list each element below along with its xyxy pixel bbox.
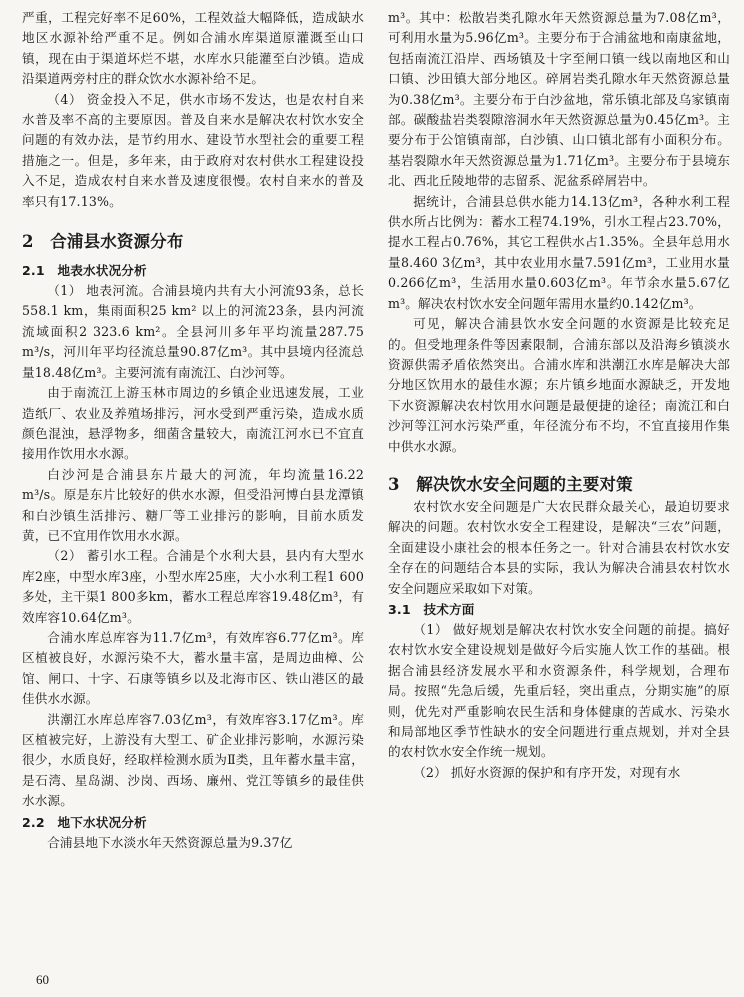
subsection-2-2-heading: 2.2 地下水状况分析 <box>22 814 147 830</box>
section-2-heading: 2 合浦县水资源分布 <box>22 232 184 252</box>
paragraph-conclusion: 可见，解决合浦县饮水安全问题的水资源是比较充足的。但受地理条件等因素限制，合浦东部以及沿海乡镇淡水资源供需矛盾依然突出。合浦水库和洪潮江水库是解决大部分地区饮用水的最佳水源；东片镇乡地面水源缺乏，开发地下水资源解决农村饮用水问题是最便捷的途径；南流江和白沙河等江河水污染严重，年径流分布不均，不宜直接用作集中供水水源。 <box>388 316 730 454</box>
paragraph-hongchao-reservoir: 洪潮江水库总库容7.03亿m³，有效库容3.17亿m³。库区植被完好，上游没有大型工、矿企业排污影响，水源污染很少，水质良好，经取样检测水质为Ⅱ类，且年蓄水量丰富，是石湾、星岛湖、沙岗、西场、廉州、党江等镇乡的最佳供水水源。 <box>22 711 364 809</box>
paragraph-intro: 严重，工程完好率不足60%，工程效益大幅降低，造成缺水地区水源补给严重不足。例如合浦水库渠道原灌溉至山口镇，现在由于渠道坏烂不堪，水库水只能灌至白沙镇。造成沿渠道两旁村庄的群众饮水水源补给不足。 <box>22 10 364 87</box>
paragraph-countermeasures-intro: 农村饮水安全问题是广大农民群众最关心，最迫切要求解决的问题。农村饮水安全工程建设，是解决“三农”问题，全面建设小康社会的根本任务之一。针对合浦县农村饮水安全存在的问题结合本县的实际，我认为解决合浦县农村饮水安全问题应采取如下对策。 <box>388 498 730 596</box>
subsection-3-1-heading: 3.1 技术方面 <box>388 601 475 617</box>
page-number: 60 <box>36 972 49 987</box>
subsection-2-1-heading: 2.1 地表水状况分析 <box>22 263 147 279</box>
right-column <box>388 8 730 783</box>
paragraph-storage-projects: （2） 蓄引水工程。合浦是个水利大县，县内有大型水库2座，中型水库3座，小型水库25座，大小水利工程1 600多处，主干渠1 800多km，蓄水工程总库容19.48亿m³，有效库容10.64亿m³。 <box>22 548 364 625</box>
paragraph-nanliu-river: 由于南流江上游玉林市周边的乡镇企业迅速发展，工业造纸厂、农业及养殖场排污，河水受到严重污染，造成水质颜色混浊，悬浮物多，细菌含量较大，南流江河水已不宜直接用作饮用水水源。 <box>22 385 364 462</box>
spacer <box>22 212 364 230</box>
paragraph-protection: （2） 抓好水资源的保护和有序开发，对现有水 <box>413 764 681 780</box>
left-column <box>22 8 364 853</box>
section-3-heading: 3 解决饮水安全问题的主要对策 <box>388 474 633 494</box>
paragraph-planning: （1） 做好规划是解决农村饮水安全问题的前提。搞好农村饮水安全建设规划是做好今后实施人饮工作的基础。根据合浦县经济发展水平和水资源条件，科学规划，合理布局。按照“先急后缓，先重后轻，突出重点，分期实施”的原则，优先对严重影响农民生活和身体健康的苦咸水、污染水和局部地区季节性缺水的安全问题进行重点规划，并对全县的农村饮水安全作统一规划。 <box>388 621 730 760</box>
paragraph-groundwater-cont: m³。其中：松散岩类孔隙水年天然资源总量为7.08亿m³，可利用水量为5.96亿m³。主要分布于合浦盆地和南康盆地，包括南流江沿岸、西场镇及十字至闸口镇一线以南地区和山口镇、沙田镇大部分地区。碎屑岩类孔隙水年天然资源总量为0.38亿m³。主要分布于白沙盆地，常乐镇北部及乌家镇南部。碳酸盐岩类裂隙溶洞水年天然资源总量为0.45亿m³。主要分布于公馆镇南部，白沙镇、山口镇北部有小面积分布。基岩裂隙水年天然资源总量为1.71亿m³。主要分布于县境东北、西北丘陵地带的志留系、泥盆系碎屑岩中。 <box>388 10 730 189</box>
spacer <box>388 457 730 473</box>
paragraph-surface-rivers: （1） 地表河流。合浦县境内共有大小河流93条，总长558.1 km，集雨面积25 km² 以上的河流23条，县内河流流域面积2 323.6 km²。全县河川多年平均流量287.75 m³/s，河川年平均径流总量90.87亿m³。其中县境内径流总量18.48亿m³。主要河流有南流江、白沙河等。 <box>22 283 364 380</box>
paragraph-hepu-reservoir: 合浦水库总库容为11.7亿m³，有效库容6.77亿m³。库区植被良好，水源污染不大，蓄水量丰富，是周边曲樟、公馆、闸口、十字、石康等镇乡以及北海市区、铁山港区的最佳供水水源。 <box>22 629 364 707</box>
paragraph-funding: （4） 资金投入不足，供水市场不发达，也是农村自来水普及率不高的主要原因。普及自来水是解决农村饮水安全问题的有效办法，是节约用水、建设节水型社会的重要工程措施之一。但是，多年来，由于政府对农村供水工程建设投入不足，造成农村自来水普及速度很慢。农村自来水的普及率只有17.13%。 <box>22 91 364 209</box>
paragraph-baisha-river: 白沙河是合浦县东片最大的河流，年均流量16.22 m³/s。原是东片比较好的供水水源，但受沿河博白县龙潭镇和白沙镇生活排污、糖厂等工业排污的影响，目前水质发黄，已不宜用作饮用水水源。 <box>22 466 364 543</box>
paragraph-supply-stats: 据统计，合浦县总供水能力14.13亿m³，各种水利工程供水所占比例为：蓄水工程74.19%，引水工程占23.70%，提水工程占0.76%，其它工程供水占1.35%。全县年总用水量8.460 3亿m³，其中农业用水量7.591亿m³，工业用水量0.266亿m³，生活用水量0.603亿m³。年节余水量5.67亿m³。解决农村饮水安全问题年需用水量约0.142亿m³。 <box>388 193 730 311</box>
paragraph-groundwater: 合浦县地下水淡水年天然资源总量为9.37亿 <box>47 834 293 850</box>
